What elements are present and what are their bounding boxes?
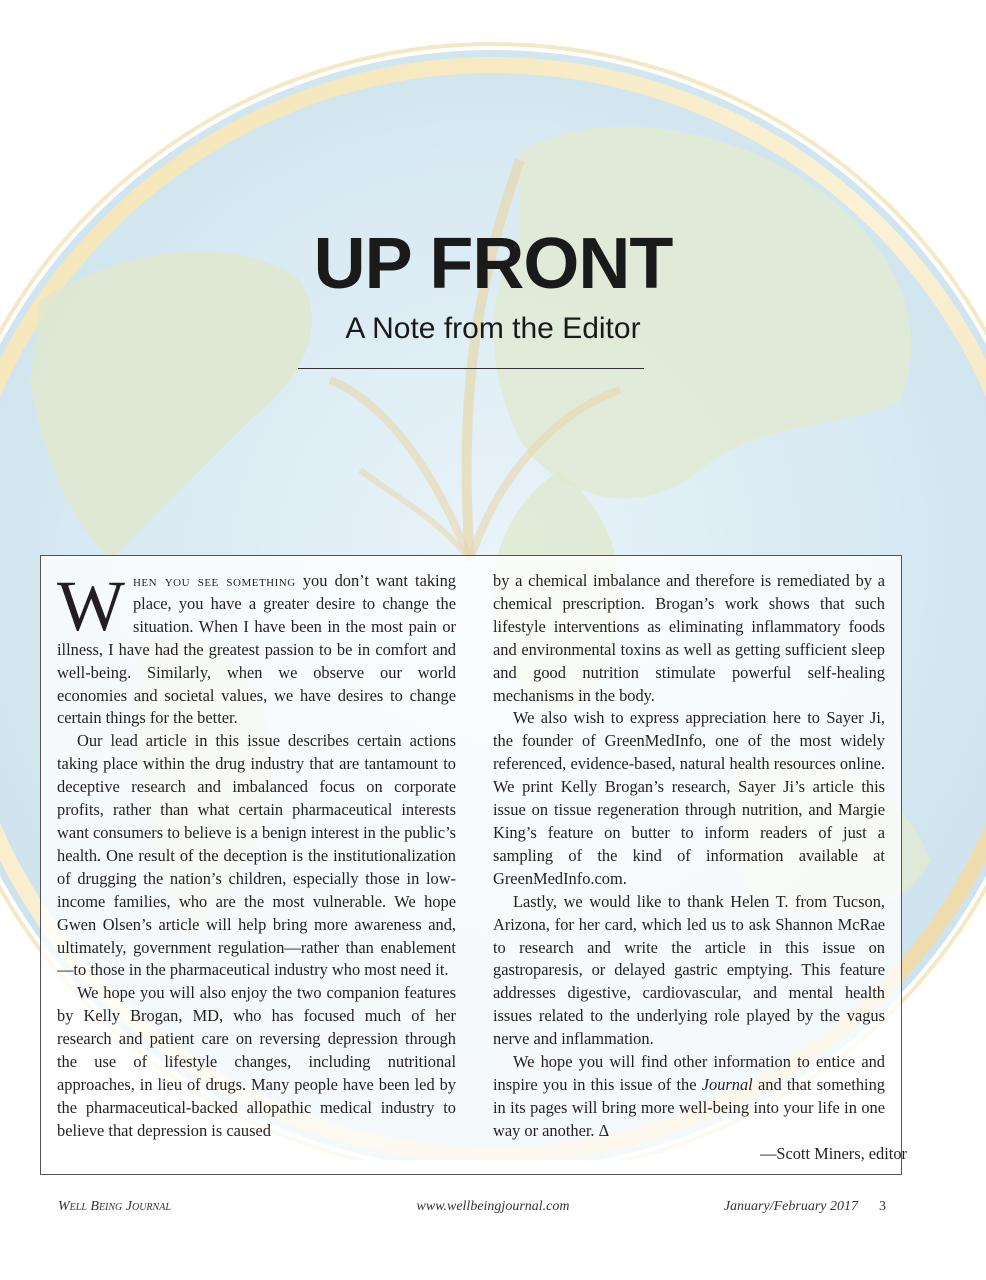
article-paragraph-6 bbox=[493, 1051, 885, 1143]
article-paragraph-3-part-2: by a chemical imbalance and therefore is remediated by a chemical prescription. Brogan’s work shows that such lifestyle interventions as eliminating inflammatory foods and environmental toxins as well as getting sufficient sleep and good nutrition stimulate powerful self-healing mechanisms in the body. bbox=[493, 571, 885, 705]
paragraph-6-text-a: We hope you will find other information to entice and inspire you in this issue of the bbox=[493, 1052, 885, 1094]
article-column-left bbox=[57, 566, 456, 1143]
paragraph-1-text: you don’t want taking place, you have a greater desire to change the situation. When I have been in the most pain or illness, I have had the greatest passion to be in comfort and well-being. Similarly, when we observe our world economies and societal values, we have desires to change certain things for the better. bbox=[57, 571, 456, 728]
drop-cap: W bbox=[57, 566, 125, 646]
article-paragraph-1 bbox=[57, 566, 456, 730]
lead-in-smallcaps: hen you see something bbox=[132, 571, 296, 590]
article-column-right bbox=[493, 570, 907, 1166]
title-divider bbox=[298, 368, 644, 369]
article-paragraph-5: Lastly, we would like to thank Helen T. from Tucson, Arizona, for her card, which led us to ask Shannon McRae to research and write the article in this issue on gastroparesis, or delayed gastric emptying. This feature addresses digestive, cardiovascular, and mental health issues related to the underlying role played by the vagus nerve and inflammation. bbox=[493, 891, 885, 1049]
article-paragraph-2: Our lead article in this issue describes certain actions taking place within the drug industry that are tantamount to deceptive research and imbalanced focus on corporate profits, rather than what certain pharmaceutical interests want consumers to believe is a benign interest in the public’s health. One result of the deception is the institutionalization of drugging the nation’s children, especially those in low-income families, who are the most vulnerable. We hope Gwen Olsen’s article will help bring more awareness and, ultimately, government regulation—rather than enablement—to those in the pharmaceutical industry who most need it. bbox=[57, 731, 456, 980]
page-title: UP FRONT bbox=[313, 224, 673, 304]
footer-url[interactable]: www.wellbeingjournal.com bbox=[416, 1199, 570, 1214]
editor-note-box bbox=[40, 555, 907, 1175]
editor-signature: —Scott Miners, editor bbox=[759, 1143, 907, 1163]
article-paragraph-4: We also wish to express appreciation here to Sayer Ji, the founder of GreenMedInfo, one of the most widely referenced, evidence-based, natural health resources online. We print Kelly Brogan’s research, Sayer Ji’s article this issue on tissue regeneration through nutrition, and Margie King’s feature on butter to inform readers of just a sampling of the kind of information available at GreenMedInfo.com. bbox=[493, 708, 885, 888]
page-subtitle: A Note from the Editor bbox=[345, 312, 641, 345]
footer-publication: Well Being Journal bbox=[58, 1199, 171, 1214]
footer-issue-date: January/February 2017 bbox=[723, 1199, 858, 1214]
article-paragraph-3-part-1: We hope you will also enjoy the two companion features by Kelly Brogan, MD, who has focused much of her research and patient care on reversing depression through the use of lifestyle changes, including nutritional approaches, in lieu of drugs. Many people have been led by the pharmaceutical-backed allopathic medical industry to believe that depression is caused bbox=[57, 983, 456, 1140]
journal-italic: Journal bbox=[701, 1074, 753, 1094]
footer-page-number: 3 bbox=[879, 1199, 886, 1214]
paragraph-6-text-b: and that something in its pages will bring more well-being into your life in one way or another. Δ bbox=[493, 1074, 885, 1140]
